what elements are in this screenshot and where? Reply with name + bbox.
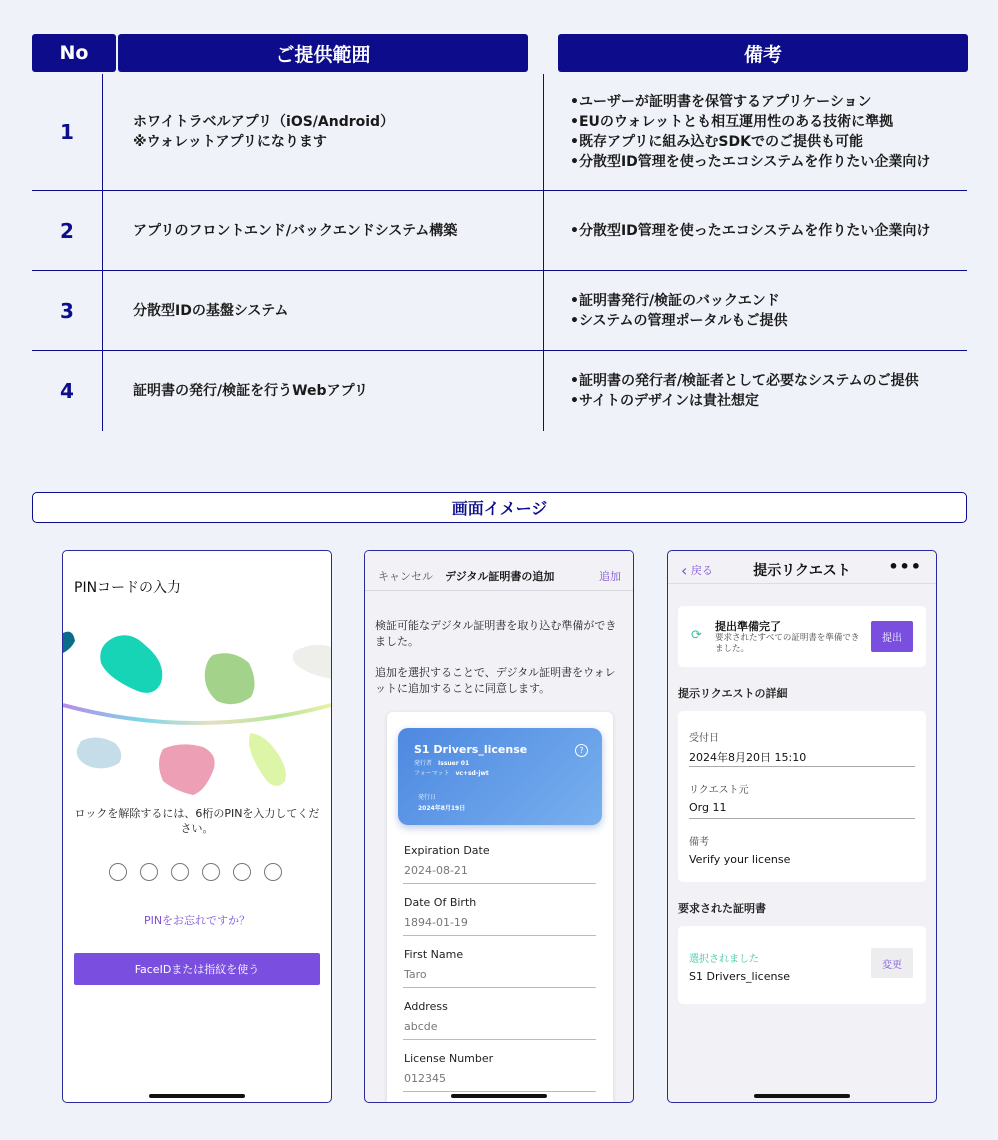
pin-dot (140, 863, 158, 881)
card-date-label: 発行日 (418, 794, 437, 801)
issuer-value: Issuer 01 (438, 760, 470, 767)
section-title: 画面イメージ (32, 492, 967, 523)
format-label: フォーマット (414, 770, 450, 777)
home-indicator (149, 1094, 245, 1098)
column-divider (543, 271, 544, 350)
field-value: Taro (404, 968, 427, 981)
details-heading: 提示リクエストの詳細 (678, 687, 788, 700)
row-number: 3 (60, 298, 74, 323)
header-scope: ご提供範囲 (118, 34, 528, 72)
card-date: 2024年8月19日 (418, 805, 466, 812)
row-scope (133, 74, 533, 190)
nav-divider (668, 583, 936, 584)
column-divider (102, 74, 103, 190)
pin-dot (202, 863, 220, 881)
detail-value: Verify your license (689, 853, 791, 866)
submit-button[interactable]: 提出 (871, 621, 913, 652)
field-label: Date Of Birth (404, 896, 477, 909)
row-scope (133, 191, 533, 270)
pin-dot (109, 863, 127, 881)
back-label: 戻る (690, 564, 713, 577)
chevron-left-icon: ‹ (681, 561, 688, 580)
row-notes (570, 74, 970, 190)
column-divider (102, 351, 103, 431)
sync-icon: ⟳ (691, 628, 702, 643)
note-line: •システムの管理ポータルもご提供 (570, 312, 788, 329)
table-row (32, 351, 967, 431)
note-line: •EUのウォレットとも相互運用性のある技術に準拠 (570, 114, 894, 130)
table-row (32, 271, 967, 351)
row-notes (570, 191, 970, 270)
card-format (414, 768, 489, 777)
column-divider (102, 191, 103, 270)
detail-received-date (689, 729, 915, 767)
details-card (678, 711, 926, 882)
cancel-button[interactable]: キャンセル (378, 570, 433, 583)
field-value: 012345 (404, 1072, 446, 1085)
status-title: 提出準備完了 (715, 620, 781, 633)
decorative-blobs-art (63, 623, 331, 803)
requested-heading: 要求された証明書 (678, 902, 766, 915)
field-address (403, 1000, 596, 1040)
pin-dots[interactable] (109, 863, 282, 881)
phone-presentation-request-screen (667, 550, 937, 1103)
scope-line: 分散型IDの基盤システム (133, 302, 289, 319)
field-label: Expiration Date (404, 844, 490, 857)
row-number: 1 (60, 120, 74, 144)
card-name: S1 Drivers_license (414, 743, 528, 756)
issuer-label: 発行者 (414, 760, 433, 767)
detail-label: 備考 (689, 837, 709, 848)
table-row (32, 74, 967, 191)
biometric-button[interactable]: FaceIDまたは指紋を使う (74, 953, 320, 985)
credential-card[interactable] (398, 728, 602, 825)
column-divider (102, 271, 103, 350)
status-card (678, 606, 926, 667)
format-value: vc+sd-jwt (455, 770, 489, 777)
consent-text: 追加を選択することで、デジタル証明書をウォレットに追加することに同意します。 (375, 666, 616, 695)
header-notes: 備考 (558, 34, 968, 72)
ready-text: 検証可能なデジタル証明書を取り込む準備ができました。 (375, 619, 617, 648)
help-icon[interactable]: ? (575, 744, 588, 757)
scope-line: アプリのフロントエンド/バックエンドシステム構築 (133, 222, 458, 239)
credential-name: S1 Drivers_license (689, 970, 790, 983)
pin-dot (171, 863, 189, 881)
field-label: Address (404, 1000, 448, 1013)
selected-status: 選択されました (689, 954, 759, 965)
row-notes (570, 351, 970, 431)
detail-notes (689, 833, 915, 879)
field-label: First Name (404, 948, 464, 961)
header-no: No (32, 34, 116, 72)
pin-dot (264, 863, 282, 881)
column-divider (543, 74, 544, 190)
field-value: 1894-01-19 (404, 916, 468, 929)
field-label: License Number (404, 1052, 494, 1065)
nav-bar (365, 551, 633, 591)
detail-value: 2024年8月20日 15:10 (689, 751, 807, 764)
note-line: •サイトのデザインは貴社想定 (570, 393, 759, 409)
pin-dot (233, 863, 251, 881)
detail-requester (689, 781, 915, 819)
row-notes (570, 271, 970, 350)
note-line: •証明書の発行者/検証者として必要なシステムのご提供 (570, 373, 919, 389)
note-line: •ユーザーが証明書を保管するアプリケーション (570, 94, 872, 110)
more-icon[interactable]: ••• (888, 557, 922, 576)
row-scope (133, 351, 533, 431)
note-line: •分散型ID管理を使ったエコシステムを作りたい企業向け (570, 222, 931, 239)
change-button[interactable]: 変更 (871, 948, 913, 978)
phone-pin-screen (62, 550, 332, 1103)
row-number: 4 (60, 379, 74, 403)
phone-add-certificate-screen (364, 550, 634, 1103)
add-button[interactable]: 追加 (599, 570, 621, 583)
detail-label: 受付日 (689, 733, 719, 744)
note-line: •分散型ID管理を使ったエコシステムを作りたい企業向け (570, 154, 931, 170)
status-description: 要求されたすべての証明書を準備できました。 (715, 633, 860, 654)
screen-title: PINコードの入力 (74, 580, 182, 596)
forgot-pin-link[interactable]: PINをお忘れですか？ (143, 914, 251, 927)
field-expiration-date (403, 844, 596, 884)
column-divider (543, 351, 544, 431)
column-divider (543, 191, 544, 270)
requested-credential-card (678, 926, 926, 1004)
card-issuer (414, 758, 469, 767)
note-line: •証明書発行/検証のバックエンド (570, 292, 780, 309)
field-value: abcde (404, 1020, 438, 1033)
detail-value: Org 11 (689, 801, 727, 814)
unlock-message: ロックを解除するには、6桁のPINを入力してください。 (74, 807, 320, 835)
row-scope (133, 271, 533, 350)
note-line: •既存アプリに組み込むSDKでのご提供も可能 (570, 134, 863, 150)
scope-line: ホワイトラベルアプリ（iOS/Android） (133, 114, 395, 130)
home-indicator (754, 1094, 850, 1098)
field-license-number (403, 1052, 596, 1092)
screen-title: 提示リクエスト (753, 563, 851, 579)
scope-line: ※ウォレットアプリになります (133, 134, 327, 150)
field-value: 2024-08-21 (404, 864, 468, 877)
certificate-sheet (387, 712, 613, 1103)
scope-line: 証明書の発行/検証を行うWebアプリ (133, 383, 369, 399)
detail-label: リクエスト元 (689, 785, 749, 796)
field-first-name (403, 948, 596, 988)
screen-title: デジタル証明書の追加 (445, 570, 555, 583)
table-row (32, 191, 967, 271)
field-date-of-birth (403, 896, 596, 936)
row-number: 2 (60, 218, 74, 243)
home-indicator (451, 1094, 547, 1098)
